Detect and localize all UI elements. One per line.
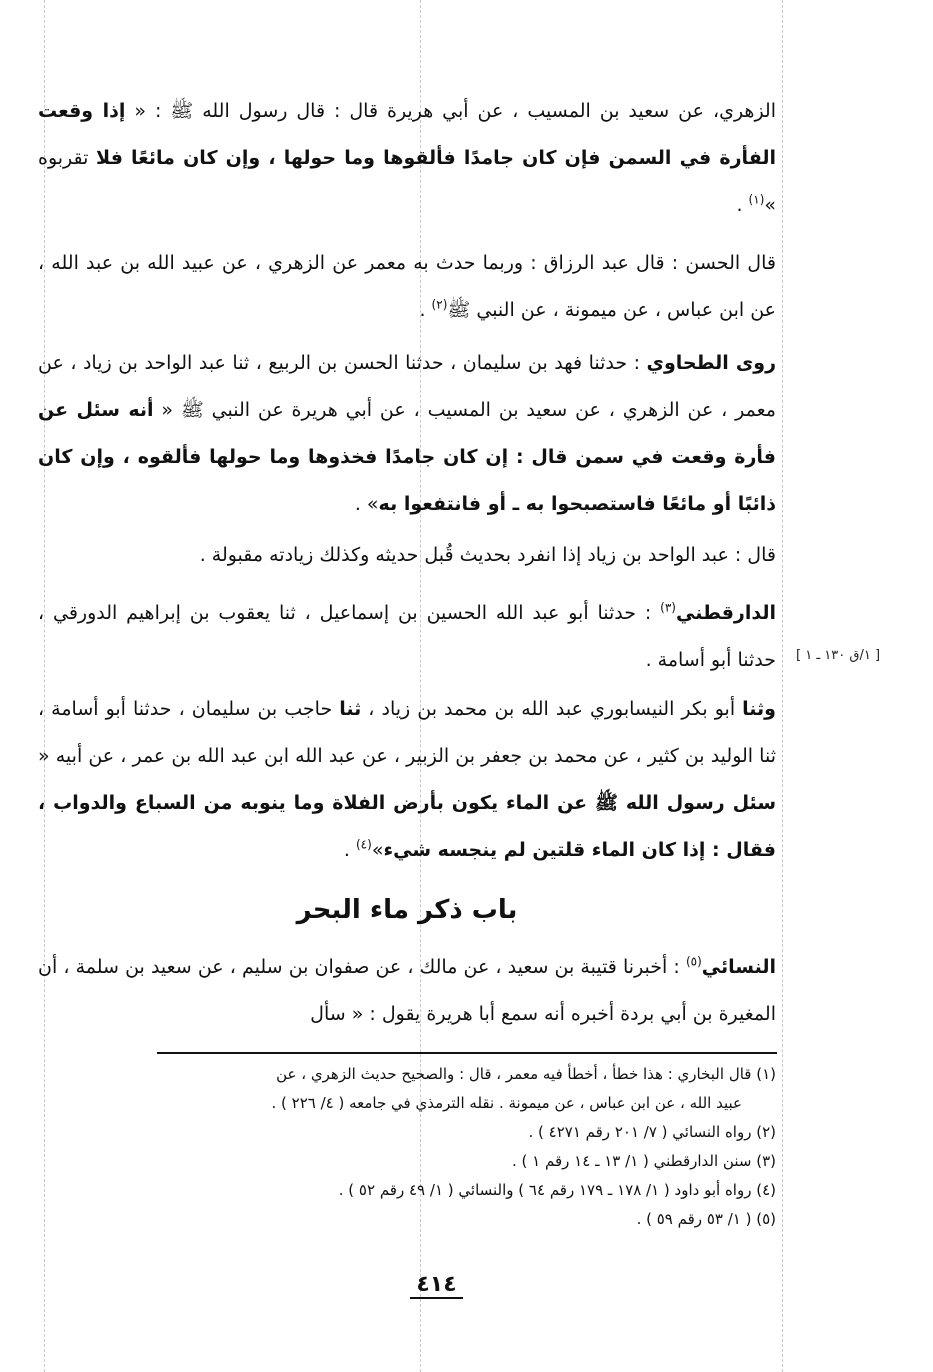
p7-part-0-bold: النسائي <box>701 956 776 978</box>
paragraph-7 <box>38 944 776 1038</box>
p1-part-2: تقربوه » <box>38 147 776 216</box>
p6-part-3: حاجب بن سليمان ، حدثنا أبو أسامة ، ثنا الوليد بن كثير ، عن محمد بن جعفر بن الزبير ، عن عبد الله ابن عبد الله بن عمر ، عن أبيه « <box>38 698 776 767</box>
margin-ref-text: [ ١/ق ١٣٠ ـ ١ ] <box>796 648 881 663</box>
footnote-4: (٤) رواه أبو داود ( ١/ ١٧٨ ـ ١٧٩ رقم ٦٤ ) والنسائي ( ١/ ٤٩ رقم ٥٢ ) . <box>338 1181 776 1199</box>
p7-tail: : أخبرنا قتيبة بن سعيد ، عن مالك ، عن صفوان بن سليم ، عن سعيد بن سلمة ، أن المغيرة بن أبي بردة أخبره أنه سمع أبا هريرة يقول : « سأل <box>38 956 776 1025</box>
dashed-guide-right <box>782 0 783 1372</box>
paragraph-3 <box>38 340 776 528</box>
p1-tail: . <box>736 194 749 216</box>
footnote-separator <box>157 1052 777 1054</box>
footnote-1-line-1: (١) قال البخاري : هذا خطأ ، أخطأ فيه معمر ، قال : والصحيح حديث الزهري ، عن <box>276 1065 776 1083</box>
p2-tail: . <box>419 299 432 321</box>
footnote-ref-2: (٢) <box>431 297 448 312</box>
paragraph-4 <box>38 532 776 579</box>
paragraph-1 <box>38 88 776 229</box>
p1-part-1-bold: إذا وقعت الفأرة في السمن فإن كان جامدًا فألقوها وما حولها ، وإن كان مائعًا فلا <box>38 100 777 169</box>
p6-tail: . <box>343 839 356 861</box>
p6-part-2-bold: ثنا <box>339 698 362 720</box>
section-heading-text: باب ذكر ماء البحر <box>296 895 518 925</box>
footnote-5: (٥) ( ١/ ٥٣ رقم ٥٩ ) . <box>636 1210 776 1228</box>
p4-part-0: قال : عبد الواحد بن زياد إذا انفرد بحديث قُبل حديثه وكذلك زيادته مقبولة . <box>199 544 776 566</box>
footnote-ref-1: (١) <box>748 192 765 207</box>
footnote-2: (٢) رواه النسائي ( ٧/ ٢٠١ رقم ٤٢٧١ ) . <box>528 1123 776 1141</box>
page-number-text: ٤١٤ <box>410 1272 462 1299</box>
footnote-1 <box>38 1060 776 1118</box>
p5-tail: : حدثنا أبو عبد الله الحسين بن إسماعيل ، ثنا يعقوب بن إبراهيم الدورقي ، حدثنا أبو أسامة . <box>38 602 776 671</box>
p3-part-3: » . <box>354 493 379 515</box>
footnote-ref-3: (٣) <box>660 600 676 615</box>
footnote-1-line-2: عبيد الله ، عن ابن عباس ، عن ميمونة . نقله الترمذي في جامعه ( ٤/ ٢٢٦ ) . <box>271 1094 742 1112</box>
p6-part-1: أبو بكر النيسابوري عبد الله بن محمد بن زياد ، <box>361 698 743 720</box>
paragraph-6 <box>38 686 776 874</box>
p2-part-0: قال الحسن : قال عبد الرزاق : وربما حدث به معمر عن الزهري ، عن عبيد الله بن عبد الله ، عن ابن عباس ، عن ميمونة ، عن النبي ﷺ <box>38 252 776 321</box>
paragraph-2 <box>38 240 776 334</box>
p6-part-0-bold: وثنا <box>742 698 776 720</box>
p6-part-4-bold: سئل رسول الله ﷺ عن الماء يكون بأرض الفلاة وما ينوبه من السباع والدواب ، فقال : إذا كان الماء قلتين لم ينجسه شيء <box>38 792 776 861</box>
footnote-ref-5: (٥) <box>685 954 702 969</box>
section-heading <box>38 895 776 925</box>
footnote-ref-4: (٤) <box>355 837 372 852</box>
page-number <box>0 1272 933 1299</box>
p5-part-0-bold: الدارقطني <box>675 602 776 624</box>
manuscript-margin-ref <box>796 648 880 663</box>
p3-part-1: : حدثنا فهد بن سليمان ، حدثنا الحسن بن الربيع ، ثنا عبد الواحد بن زياد ، عن معمر ، عن الزهري ، عن سعيد بن المسيب ، عن أبي هريرة عن النبي ﷺ « <box>38 352 776 421</box>
footnote-3: (٣) سنن الدارقطني ( ١/ ١٣ ـ ١٤ رقم ١ ) . <box>512 1152 776 1170</box>
p3-part-0-bold: روى الطحاوي <box>646 352 777 374</box>
p6-part-5: » <box>371 839 384 861</box>
paragraph-5 <box>38 590 776 684</box>
p1-part-0: الزهري، عن سعيد بن المسيب ، عن أبي هريرة قال : قال رسول الله ﷺ : « <box>125 100 776 122</box>
footnotes <box>38 1060 776 1234</box>
p3-part-2-bold: أنه سئل عن فأرة وقعت في سمن قال : إن كان جامدًا فخذوها وما حولها فألقوه ، وإن كان ذائبًا أو مائعًا فاستصبحوا به ـ أو فانتفعوا به <box>38 399 776 515</box>
